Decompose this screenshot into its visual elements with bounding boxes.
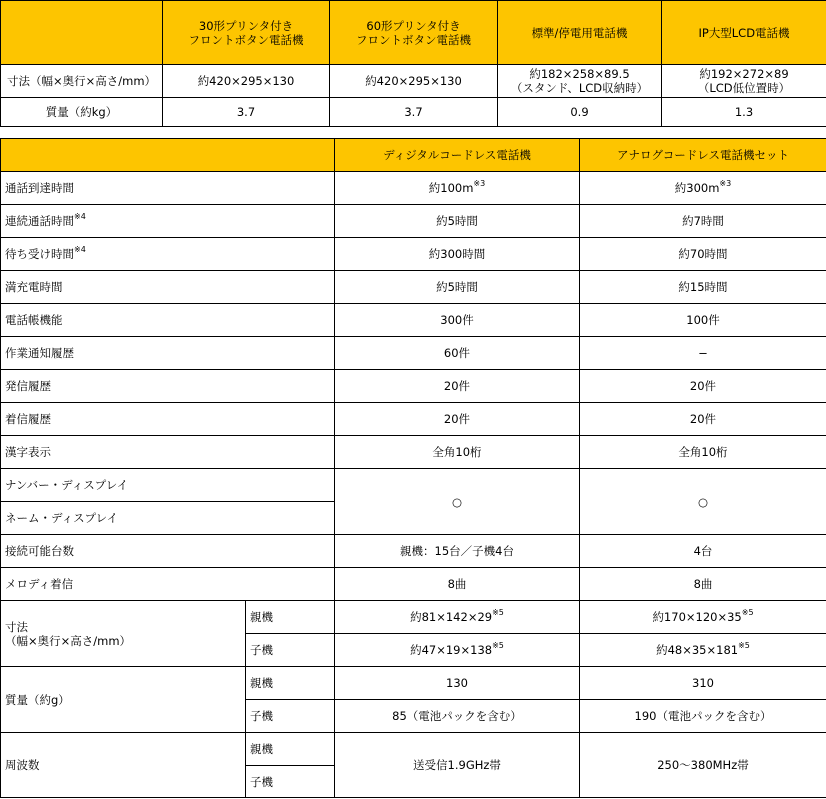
cell-value bbox=[580, 634, 826, 667]
footnote-mark: ※5 bbox=[492, 608, 504, 617]
cell-text: 約47×19×138 bbox=[410, 643, 493, 657]
column-header: アナログコードレス電話機セット bbox=[580, 139, 826, 172]
cell-value: 約70時間 bbox=[580, 238, 826, 271]
cell-text: 約300m bbox=[674, 181, 720, 195]
table-row bbox=[1, 370, 826, 403]
table-row bbox=[1, 568, 826, 601]
sub-label: 子機 bbox=[246, 700, 335, 733]
table-row bbox=[1, 65, 826, 98]
cell-value: 85（電池パックを含む） bbox=[335, 700, 580, 733]
cell-value: 8曲 bbox=[335, 568, 580, 601]
cell-value: 送受信1.9GHz帯 bbox=[335, 733, 580, 798]
header-30-line2: フロントボタン電話機 bbox=[188, 32, 304, 47]
cell-value: 8曲 bbox=[580, 568, 826, 601]
cell-value: 約300時間 bbox=[335, 238, 580, 271]
row-label: 質量（約kg） bbox=[1, 98, 163, 127]
row-label: 接続可能台数 bbox=[1, 535, 335, 568]
sub-label: 親機 bbox=[246, 667, 335, 700]
cell-value: 約420×295×130 bbox=[330, 65, 498, 98]
cell-value: 約420×295×130 bbox=[163, 65, 330, 98]
table-row bbox=[1, 667, 826, 700]
sub-label: 子機 bbox=[246, 766, 335, 798]
table-row bbox=[1, 733, 826, 766]
row-label: 寸法（幅×奥行×高さ/mm） bbox=[1, 65, 163, 98]
cell-value: 20件 bbox=[335, 403, 580, 436]
table-header-row bbox=[1, 139, 826, 172]
footnote-mark: ※5 bbox=[738, 641, 750, 650]
column-header: ディジタルコードレス電話機 bbox=[335, 139, 580, 172]
footnote-mark: ※4 bbox=[74, 245, 86, 254]
cell-value: 100件 bbox=[580, 304, 826, 337]
cell-value: 190（電池パックを含む） bbox=[580, 700, 826, 733]
spec-table-cordless bbox=[0, 138, 826, 798]
table-row bbox=[1, 238, 826, 271]
table-row bbox=[1, 98, 826, 127]
table-row bbox=[1, 535, 826, 568]
table-row bbox=[1, 271, 826, 304]
table-row bbox=[1, 469, 826, 502]
footnote-mark: ※5 bbox=[741, 608, 754, 617]
cell-value: 約5時間 bbox=[335, 271, 580, 304]
column-header bbox=[163, 1, 330, 65]
row-label: ネーム・ディスプレイ bbox=[1, 502, 335, 535]
cell-value: 130 bbox=[335, 667, 580, 700]
cell-value: − bbox=[580, 337, 826, 370]
size-std-line2: （スタンド、LCD収納時） bbox=[510, 81, 649, 95]
footnote-mark: ※4 bbox=[74, 212, 86, 221]
cell-value: 20件 bbox=[335, 370, 580, 403]
row-label bbox=[1, 601, 246, 667]
table-header-row bbox=[1, 1, 826, 65]
cell-text: 約48×35×181 bbox=[656, 643, 739, 657]
table-row bbox=[1, 304, 826, 337]
row-label: 漢字表示 bbox=[1, 436, 335, 469]
row-label-text: 連続通話時間 bbox=[5, 214, 74, 228]
row-label: メロディ着信 bbox=[1, 568, 335, 601]
column-header: 標準/停電用電話機 bbox=[498, 1, 662, 65]
cell-text: 約170×120×35 bbox=[652, 610, 742, 624]
cell-value: 310 bbox=[580, 667, 826, 700]
footnote-mark: ※5 bbox=[492, 641, 504, 650]
table-row bbox=[1, 172, 826, 205]
cell-value: 20件 bbox=[580, 403, 826, 436]
cell-text: 約100m bbox=[428, 181, 474, 195]
dim-label-line1: 寸法 bbox=[5, 619, 28, 634]
row-label: 作業通知履歴 bbox=[1, 337, 335, 370]
cell-value: ○ bbox=[580, 469, 826, 535]
table-row bbox=[1, 205, 826, 238]
cell-value bbox=[335, 601, 580, 634]
cell-value: 4台 bbox=[580, 535, 826, 568]
cell-value: 親機：15台／子機4台 bbox=[335, 535, 580, 568]
header-60-line1: 60形プリンタ付き bbox=[366, 18, 461, 33]
row-label bbox=[1, 238, 335, 271]
column-header: IP大型LCD電話機 bbox=[662, 1, 826, 65]
row-label: 質量（約g） bbox=[1, 667, 246, 733]
row-label: 着信履歴 bbox=[1, 403, 335, 436]
size-ip-line2: （LCD低位置時） bbox=[697, 81, 791, 95]
header-60-line2: フロントボタン電話機 bbox=[356, 32, 471, 47]
cell-value: 全角10桁 bbox=[335, 436, 580, 469]
cell-value bbox=[335, 172, 580, 205]
cell-value bbox=[335, 634, 580, 667]
size-ip-line1: 約192×272×89 bbox=[699, 67, 789, 81]
column-header bbox=[330, 1, 498, 65]
table-row bbox=[1, 601, 826, 634]
dim-label-line2: （幅×奥行×高さ/mm） bbox=[5, 633, 132, 648]
header-30-line1: 30形プリンタ付き bbox=[198, 18, 294, 33]
footnote-mark: ※3 bbox=[473, 179, 486, 188]
cell-value: 300件 bbox=[335, 304, 580, 337]
cell-value bbox=[580, 601, 826, 634]
size-std-line1: 約182×258×89.5 bbox=[529, 67, 630, 81]
header-corner-cell bbox=[1, 1, 163, 65]
row-label-text: 待ち受け時間 bbox=[5, 247, 74, 261]
table-row bbox=[1, 337, 826, 370]
header-corner-cell bbox=[1, 139, 335, 172]
row-label: 発信履歴 bbox=[1, 370, 335, 403]
row-label bbox=[1, 205, 335, 238]
cell-value: 3.7 bbox=[330, 98, 498, 127]
cell-value: 20件 bbox=[580, 370, 826, 403]
cell-value: 250〜380MHz帯 bbox=[580, 733, 826, 798]
cell-value: 0.9 bbox=[498, 98, 662, 127]
cell-value bbox=[580, 172, 826, 205]
cell-value: 60件 bbox=[335, 337, 580, 370]
spec-table-phones bbox=[0, 0, 826, 127]
cell-value: 約15時間 bbox=[580, 271, 826, 304]
sub-label: 子機 bbox=[246, 634, 335, 667]
row-label: 満充電時間 bbox=[1, 271, 335, 304]
cell-value: 3.7 bbox=[163, 98, 330, 127]
cell-value: 約7時間 bbox=[580, 205, 826, 238]
cell-value: ○ bbox=[335, 469, 580, 535]
footnote-mark: ※3 bbox=[719, 179, 732, 188]
row-label bbox=[1, 172, 335, 205]
row-label: 周波数 bbox=[1, 733, 246, 798]
table-row bbox=[1, 436, 826, 469]
cell-value: 1.3 bbox=[662, 98, 826, 127]
row-label: ナンバー・ディスプレイ bbox=[1, 469, 335, 502]
cell-value bbox=[662, 65, 826, 98]
sub-label: 親機 bbox=[246, 733, 335, 766]
cell-text: 約81×142×29 bbox=[410, 610, 493, 624]
cell-value: 約5時間 bbox=[335, 205, 580, 238]
cell-value: 全角10桁 bbox=[580, 436, 826, 469]
row-label-text: 通話到達時間 bbox=[5, 181, 74, 195]
sub-label: 親機 bbox=[246, 601, 335, 634]
cell-value bbox=[498, 65, 662, 98]
row-label: 電話帳機能 bbox=[1, 304, 335, 337]
table-row bbox=[1, 403, 826, 436]
